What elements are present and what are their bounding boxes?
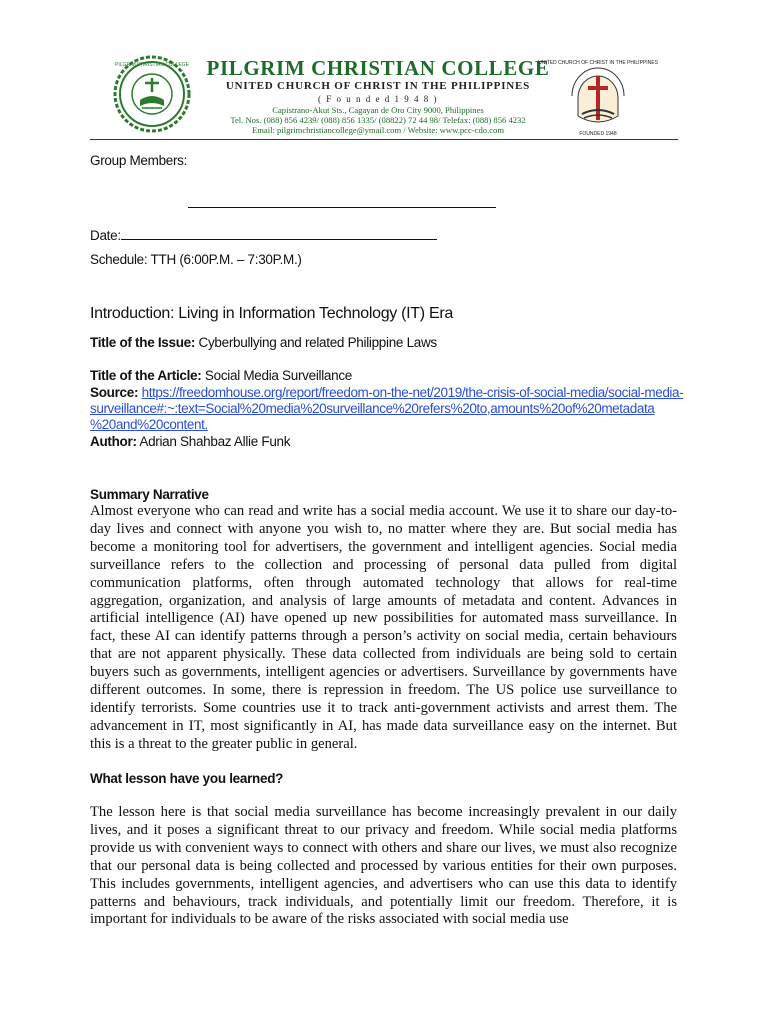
article-title-value: Social Media Surveillance [204,368,352,383]
summary-paragraph: Almost everyone who can read and write has a social media account. We use it to share our day-to-day lives and connect with anyone you wish to, no matter where they are. But social media has become a monitoring tool for advertisers, the government and intelligent agencies. Social media surveillance refers to the collection and processing of personal data pulled from digital communication platforms, often through automated technology that allows for real-time aggregation, organization, and analysis of large amounts of metadata and content. Advances in artificial intelligence (AI) have opened up new possibilities for automated mass surveillance. In fact, these AI can identify patterns through a person’s activity on social media, certain behaviours that are not apparent physically. These data collected from individuals are being sold to certain buyers such as governments, intelligent agencies or advertisers. Surveillance by governments have different outcomes. In some, there is repression in freedom. The US police use surveillance to identify terrorists. Some countries use it to track anti-government activists and arrest them. The advancement in IT, most significantly in AI, has made data surveillance easy on the internet. But this is a threat to the greater public in general. [90,503,677,752]
source-line-2 [90,401,654,416]
source-line-3 [90,417,208,432]
college-name: PILGRIM CHRISTIAN COLLEGE [206,56,550,80]
letterhead-text [190,56,566,135]
source-link-part-3[interactable]: %20and%20content. [90,417,208,432]
letterhead [90,50,678,142]
date-field [90,228,437,243]
intro-heading: Introduction: Living in Information Technology (IT) Era [90,305,453,322]
source-link-part-2[interactable]: surveillance#:~:text=Social%20media%20surveillance%20refers%20to,amounts%20of%20metadata [90,401,655,416]
right-seal-text: UNITED CHURCH OF CHRIST IN THE PHILIPPINES [538,60,658,66]
source-line-1 [90,385,683,400]
right-seal-founded: FOUNDED 1948 [579,131,617,137]
issue-title-line [90,335,437,350]
article-title-label: Title of the Article: [90,368,202,383]
group-members-blank[interactable] [188,207,496,208]
article-title-line [90,368,352,383]
source-label: Source: [90,385,139,400]
founded-year: ( F o u n d e d 1 9 4 8 ) [318,94,438,104]
college-email-website: Email: pilgrimchristiancollege@ymail.com / Website: www.pcc-cdo.com [251,125,505,135]
summary-heading: Summary Narrative [90,487,209,502]
group-members-label: Group Members: [90,153,188,168]
church-affiliation: UNITED CHURCH OF CHRIST IN THE PHILIPPINES [225,80,531,92]
issue-title-label: Title of the Issue: [90,335,196,350]
date-blank[interactable] [121,228,437,240]
source-link-part-1[interactable]: https://freedomhouse.org/report/freedom-on-the-net/2019/the-crisis-of-social-media/social-media- [141,385,684,400]
left-seal-text: PILGRIM CHRISTIAN COLLEGE [115,62,189,68]
issue-title-value: Cyberbullying and related Philippine Laws [198,335,437,350]
date-label: Date: [90,228,121,243]
college-seal-logo [112,52,192,136]
author-label: Author: [90,434,137,449]
lesson-paragraph: The lesson here is that social media surveillance has become increasingly prevalent in our daily lives, and it poses a significant threat to our privacy and freedom. While social media platforms provide us with convenient ways to connect with others and share our lives, we must also recognize that our personal data is being collected and processed by various entities for their own purposes. This includes governments, intelligent agencies, and advertisers who can use this data to identify patterns and behaviours, track individuals, and potentially limit our freedom. Therefore, it is important for individuals to be aware of the risks associated with social media use [90,804,677,928]
lesson-heading: What lesson have you learned? [90,771,284,786]
college-address: Capistrano-Akut Sts., Cagayan de Oro City 9000, Philippines [272,105,484,115]
college-phones: Tel. Nos. (088) 856 4239/ (088) 856 1335/ (08822) 72 44 98/ Telefax: (088) 856 4232 [230,115,526,125]
schedule-text: Schedule: TTH (6:00P.M. – 7:30P.M.) [90,252,302,267]
letterhead-divider [90,139,678,140]
author-line [90,434,290,449]
author-value: Adrian Shahbaz Allie Funk [139,434,291,449]
ucc-seal-logo [538,56,658,138]
